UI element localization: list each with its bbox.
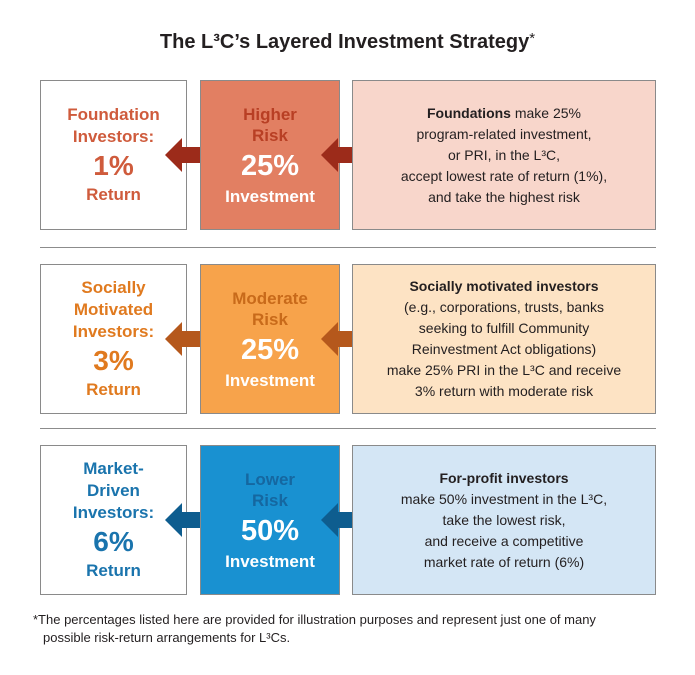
description-line: Socially motivated investors [409, 278, 599, 294]
return-percent: 1% [93, 150, 134, 181]
risk-box [200, 445, 340, 595]
tier-market-driven [40, 445, 656, 597]
investor-label: Foundation [67, 105, 160, 124]
investor-label: Market- [83, 459, 144, 478]
description-line: (e.g., corporations, trusts, banks [404, 299, 604, 315]
description-line: accept lowest rate of return (1%), [400, 167, 608, 184]
description-line: seeking to fulfill Community [418, 320, 590, 336]
risk-label: Risk [252, 490, 288, 510]
description-line: program-related investment, [416, 125, 592, 142]
description-line: Reinvestment Act obligations) [411, 341, 597, 357]
description-box [352, 264, 656, 414]
return-label: Return [86, 561, 141, 580]
investor-label: Investors: [72, 503, 155, 522]
description-line: make 50% investment in the L³C, [400, 490, 608, 507]
return-label: Return [86, 185, 141, 204]
page-title: The L³C’s Layered Investment Strategy* [159, 30, 536, 53]
description-line: and take the highest risk [428, 188, 580, 205]
risk-label: Risk [252, 309, 288, 329]
description-line: For-profit investors [439, 469, 569, 486]
return-percent: 6% [93, 526, 134, 557]
tier-foundation [40, 80, 656, 232]
risk-label: Moderate [232, 288, 308, 308]
description-line: or PRI, in the L³C, [447, 146, 561, 163]
investor-label: Investors: [72, 127, 155, 146]
footnote-line: *The percentages listed here are provided for illustration purposes and represent just one of many [33, 612, 596, 627]
tier-socially-motivated [40, 264, 656, 416]
risk-label: Risk [252, 125, 288, 145]
description-line: 3% return with moderate risk [414, 383, 594, 399]
divider [40, 428, 656, 429]
investment-percent: 50% [240, 514, 300, 547]
description-line: Foundations make 25% [426, 104, 582, 121]
description-line: make 25% PRI in the L³C and receive [386, 362, 622, 378]
description-line: market rate of return (6%) [423, 553, 585, 570]
investor-label: Investors: [72, 322, 155, 341]
investment-label: Investment [225, 186, 315, 206]
investor-label: Motivated [73, 300, 154, 319]
risk-box [200, 80, 340, 230]
footnote-line: possible risk-return arrangements for L³Cs. [43, 630, 291, 645]
investment-percent: 25% [240, 333, 300, 366]
divider [40, 247, 656, 248]
footnote [33, 611, 663, 647]
investment-label: Investment [225, 370, 315, 390]
investor-label: Socially [81, 278, 146, 297]
investor-label: Driven [87, 481, 140, 500]
return-percent: 3% [93, 345, 134, 376]
investment-percent: 25% [240, 149, 300, 182]
risk-label: Lower [244, 469, 296, 489]
description-line: and receive a competitive [424, 532, 584, 549]
risk-label: Higher [243, 104, 297, 124]
return-label: Return [86, 380, 141, 399]
description-box [352, 445, 656, 595]
description-line: take the lowest risk, [442, 511, 566, 528]
risk-box [200, 264, 340, 414]
investment-label: Investment [225, 551, 315, 571]
description-box [352, 80, 656, 230]
